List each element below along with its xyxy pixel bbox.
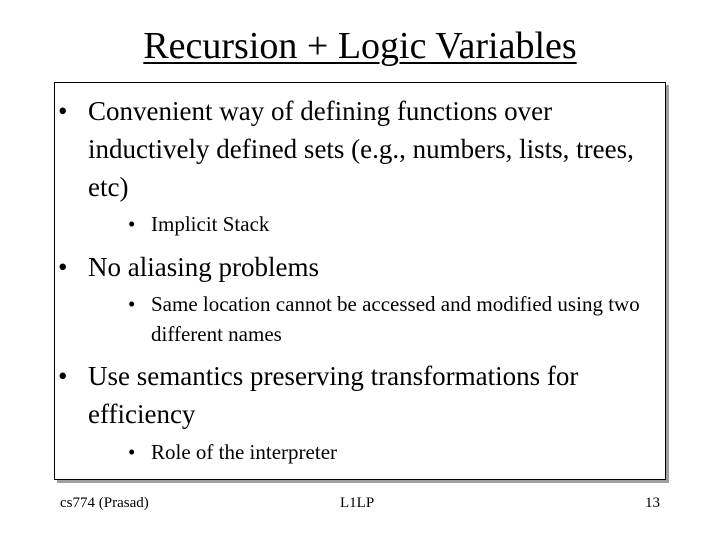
sub-bullet-3-1-text: Role of the interpreter — [151, 440, 338, 464]
sub-bullet-1-1 — [128, 209, 658, 239]
footer-page-number: 13 — [645, 495, 660, 511]
footer-section: L1LP — [340, 495, 375, 511]
bullet-dot: • — [58, 361, 68, 391]
bullet-2 — [58, 248, 663, 286]
sub-bullet-1-1-text: Implicit Stack — [151, 212, 270, 236]
sub-bullet-3-1 — [128, 437, 658, 467]
slide-title — [0, 22, 720, 70]
slide-title-text: Recursion + Logic Variables — [143, 25, 577, 67]
bullet-dot: • — [58, 252, 68, 282]
footer-author: cs774 (Prasad) — [60, 495, 149, 511]
bullet-dot: • — [58, 96, 68, 126]
bullet-3 — [58, 357, 663, 433]
sub-bullet-2-1 — [128, 289, 658, 349]
bullet-3-text: Use semantics preserving transformations for efficiency — [88, 361, 579, 429]
sub-bullet-2-1-text: Same location cannot be accessed and modified using two different names — [151, 292, 640, 346]
sub-bullet-dot: • — [128, 440, 136, 464]
bullet-2-text: No aliasing problems — [88, 252, 319, 282]
bullet-1-text: Convenient way of defining functions over inductively defined sets (e.g., numbers, lists, trees, etc) — [88, 96, 634, 202]
sub-bullet-dot: • — [128, 212, 136, 236]
sub-bullet-dot: • — [128, 292, 136, 316]
bullet-1 — [58, 92, 663, 206]
